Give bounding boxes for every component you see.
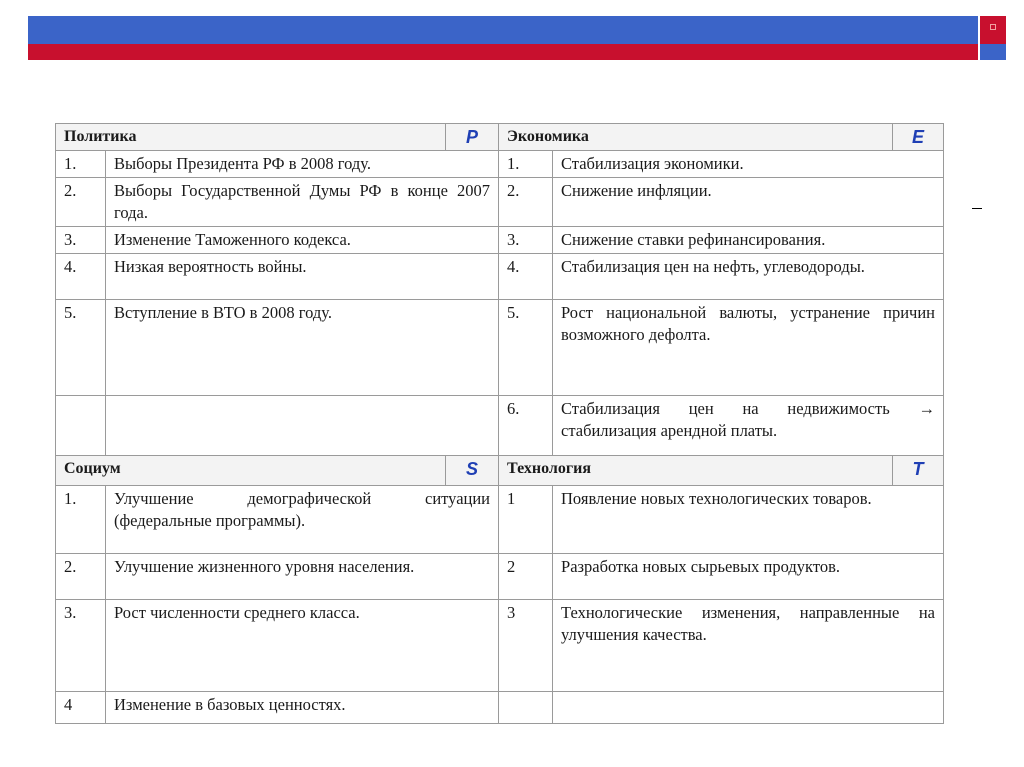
economics-num: 5.	[499, 300, 553, 396]
header-row-st	[56, 456, 944, 486]
technology-text: Появление новых технологических товаров.	[553, 486, 944, 554]
title-bar-blue	[28, 16, 978, 44]
society-letter: S	[446, 456, 499, 486]
table-row	[56, 396, 944, 456]
society-text: Улучшение жизненного уровня населения.	[106, 554, 499, 600]
economics-text: Стабилизация экономики.	[553, 151, 944, 178]
society-num: 3.	[56, 600, 106, 692]
corner-square-red	[980, 16, 1006, 44]
table-row	[56, 486, 944, 554]
society-text: Рост численности среднего класса.	[106, 600, 499, 692]
economics-num: 4.	[499, 254, 553, 300]
technology-letter: T	[893, 456, 944, 486]
technology-num-empty	[499, 692, 553, 724]
economics-letter: E	[893, 124, 944, 151]
politics-text: Изменение Таможенного кодекса.	[106, 227, 499, 254]
economics-num: 3.	[499, 227, 553, 254]
society-num: 2.	[56, 554, 106, 600]
technology-heading: Технология	[499, 456, 893, 486]
society-num: 1.	[56, 486, 106, 554]
politics-text: Выборы Президента РФ в 2008 году.	[106, 151, 499, 178]
politics-num: 2.	[56, 178, 106, 227]
technology-text: Технологические изменения, направленные на улучшения качества.	[553, 600, 944, 692]
table-row	[56, 151, 944, 178]
table-row	[56, 600, 944, 692]
politics-heading: Политика	[56, 124, 446, 151]
technology-text-empty	[553, 692, 944, 724]
politics-text: Низкая вероятность войны.	[106, 254, 499, 300]
society-heading: Социум	[56, 456, 446, 486]
politics-letter: P	[446, 124, 499, 151]
politics-num: 1.	[56, 151, 106, 178]
corner-mark-icon	[990, 24, 996, 30]
economics-num: 6.	[499, 396, 553, 456]
technology-num: 2	[499, 554, 553, 600]
society-num: 4	[56, 692, 106, 724]
politics-text: Вступление в ВТО в 2008 году.	[106, 300, 499, 396]
economics-num: 1.	[499, 151, 553, 178]
table-row	[56, 300, 944, 396]
politics-num-empty	[56, 396, 106, 456]
politics-num: 3.	[56, 227, 106, 254]
economics-text: Рост национальной валюты, устранение причин возможного дефолта.	[553, 300, 944, 396]
table-row	[56, 254, 944, 300]
technology-num: 1	[499, 486, 553, 554]
economics-text: Снижение ставки рефинансирования.	[553, 227, 944, 254]
economics-text: Стабилизация цен на нефть, углеводороды.	[553, 254, 944, 300]
technology-num: 3	[499, 600, 553, 692]
politics-num: 5.	[56, 300, 106, 396]
pest-table	[55, 123, 944, 724]
economics-text: Стабилизация цен на недвижимость → стабилизация арендной платы.	[553, 396, 944, 456]
title-bar-red	[28, 44, 978, 60]
table-row	[56, 692, 944, 724]
corner-square-blue	[980, 44, 1006, 60]
table-row	[56, 227, 944, 254]
economics-heading: Экономика	[499, 124, 893, 151]
politics-num: 4.	[56, 254, 106, 300]
economics-text: Снижение инфляции.	[553, 178, 944, 227]
table-row	[56, 554, 944, 600]
society-text: Улучшение демографической ситуации (федеральные программы).	[106, 486, 499, 554]
economics-num: 2.	[499, 178, 553, 227]
side-dash	[972, 208, 982, 209]
society-text: Изменение в базовых ценностях.	[106, 692, 499, 724]
politics-text-empty	[106, 396, 499, 456]
table-row	[56, 178, 944, 227]
technology-text: Разработка новых сырьевых продуктов.	[553, 554, 944, 600]
header-row-pe	[56, 124, 944, 151]
politics-text: Выборы Государственной Думы РФ в конце 2007 года.	[106, 178, 499, 227]
